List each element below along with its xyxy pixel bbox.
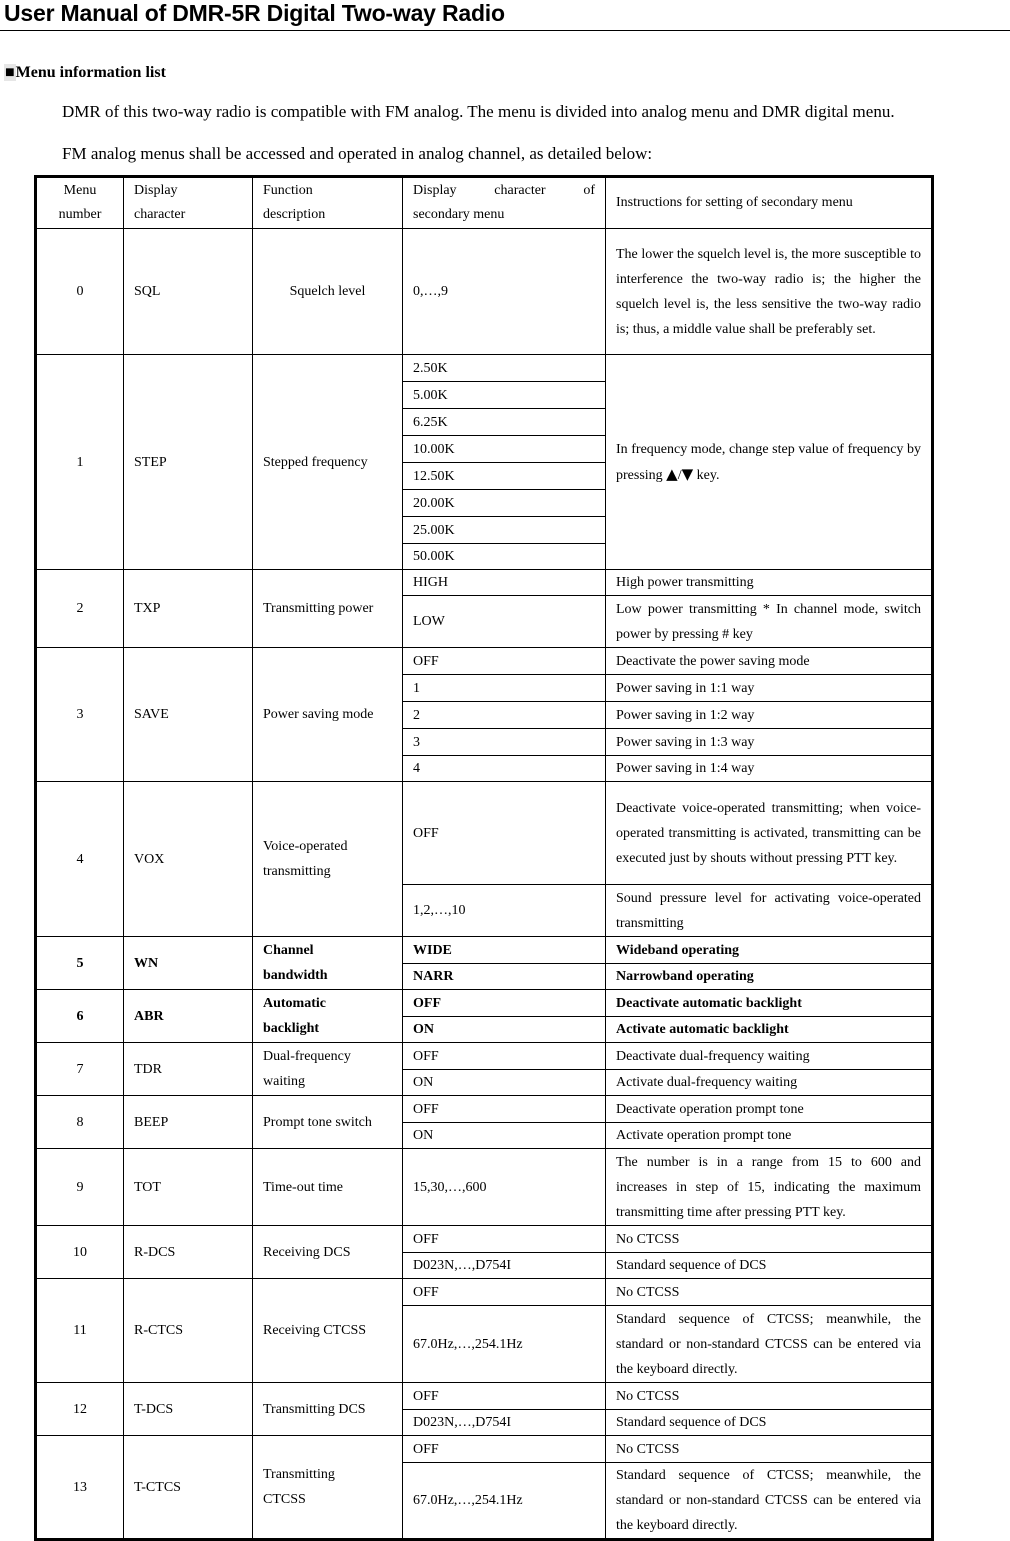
- function-description: Power saving mode: [253, 648, 403, 782]
- function-description: Channel bandwidth: [253, 937, 403, 990]
- table-row: [36, 229, 933, 355]
- instruction-text: Activate operation prompt tone: [606, 1123, 933, 1149]
- document-title: User Manual of DMR-5R Digital Two-way Radio: [4, 0, 505, 26]
- table-row: [36, 1096, 933, 1123]
- secondary-option: 10.00K: [403, 436, 606, 463]
- arrow-down-icon: ▼: [681, 464, 694, 483]
- display-character: WN: [124, 937, 253, 990]
- menu-number: 7: [36, 1043, 124, 1096]
- secondary-option: HIGH: [403, 570, 606, 596]
- instruction-text: Deactivate voice-operated transmitting; when voice-operated transmitting is activated, transmitting can be executed just by shouts without pressing PTT key.: [606, 782, 933, 885]
- function-description: Automatic backlight: [253, 990, 403, 1043]
- secondary-option: NARR: [403, 964, 606, 990]
- function-description: Transmitting power: [253, 570, 403, 648]
- menu-number: 8: [36, 1096, 124, 1149]
- header-menu-number: Menu number: [36, 177, 124, 229]
- title-divider: [0, 30, 1010, 31]
- instruction-text: No CTCSS: [606, 1383, 933, 1410]
- secondary-option: ON: [403, 1070, 606, 1096]
- secondary-option: OFF: [403, 990, 606, 1017]
- secondary-option: OFF: [403, 1043, 606, 1070]
- secondary-option: 5.00K: [403, 382, 606, 409]
- instruction-text: No CTCSS: [606, 1436, 933, 1463]
- menu-number: 4: [36, 782, 124, 937]
- table-row: [36, 990, 933, 1017]
- secondary-option: 20.00K: [403, 490, 606, 517]
- secondary-option: 3: [403, 729, 606, 756]
- secondary-option: OFF: [403, 782, 606, 885]
- secondary-option: WIDE: [403, 937, 606, 964]
- table-row: [36, 782, 933, 885]
- display-character: TOT: [124, 1149, 253, 1226]
- secondary-option: ON: [403, 1123, 606, 1149]
- header-display-character: Display character: [124, 177, 253, 229]
- display-character: R-DCS: [124, 1226, 253, 1279]
- secondary-option: 0,…,9: [403, 229, 606, 355]
- instruction-text: Deactivate operation prompt tone: [606, 1096, 933, 1123]
- menu-table: [34, 175, 934, 1541]
- instruction-text: High power transmitting: [606, 570, 933, 596]
- secondary-option: 25.00K: [403, 517, 606, 544]
- secondary-option: 6.25K: [403, 409, 606, 436]
- secondary-option: OFF: [403, 1226, 606, 1253]
- instruction-text: Power saving in 1:1 way: [606, 675, 933, 702]
- display-character: SQL: [124, 229, 253, 355]
- function-description: Stepped frequency: [253, 355, 403, 570]
- instruction-text: Power saving in 1:2 way: [606, 702, 933, 729]
- instruction-text: No CTCSS: [606, 1279, 933, 1306]
- function-description: Receiving CTCSS: [253, 1279, 403, 1383]
- menu-number: 3: [36, 648, 124, 782]
- secondary-option: 1: [403, 675, 606, 702]
- instruction-text: Standard sequence of DCS: [606, 1410, 933, 1436]
- function-description: Squelch level: [253, 229, 403, 355]
- table-row: [36, 648, 933, 675]
- instruction-text: Standard sequence of DCS: [606, 1253, 933, 1279]
- instruction-text: Standard sequence of CTCSS; meanwhile, the standard or non-standard CTCSS can be entered via the keyboard directly.: [606, 1463, 933, 1540]
- section-heading: [4, 61, 166, 85]
- secondary-option: OFF: [403, 1279, 606, 1306]
- header-function-description: Function description: [253, 177, 403, 229]
- intro-paragraph-1: DMR of this two-way radio is compatible with FM analog. The menu is divided into analog menu and DMR digital menu.: [62, 102, 895, 121]
- display-character: ABR: [124, 990, 253, 1043]
- instruction-text: Deactivate automatic backlight: [606, 990, 933, 1017]
- secondary-option: 67.0Hz,…,254.1Hz: [403, 1463, 606, 1540]
- instruction-text: Deactivate the power saving mode: [606, 648, 933, 675]
- section-heading-text: Menu information list: [15, 64, 166, 81]
- secondary-option: D023N,…,D754I: [403, 1410, 606, 1436]
- display-character: STEP: [124, 355, 253, 570]
- menu-number: 5: [36, 937, 124, 990]
- header-instructions: Instructions for setting of secondary menu: [606, 177, 933, 229]
- table-row: [36, 1279, 933, 1306]
- instruction-text: Sound pressure level for activating voice-operated transmitting: [606, 885, 933, 937]
- secondary-option: 50.00K: [403, 544, 606, 570]
- square-bullet-icon: ■: [5, 64, 15, 81]
- function-description: Transmitting CTCSS: [253, 1436, 403, 1540]
- table-row: [36, 1436, 933, 1463]
- function-description: Voice-operated transmitting: [253, 782, 403, 937]
- table-row: [36, 937, 933, 964]
- secondary-option: 12.50K: [403, 463, 606, 490]
- function-description: Prompt tone switch: [253, 1096, 403, 1149]
- instruction-text: Power saving in 1:3 way: [606, 729, 933, 756]
- menu-number: 2: [36, 570, 124, 648]
- table-row: [36, 1226, 933, 1253]
- secondary-option: 4: [403, 756, 606, 782]
- secondary-option: OFF: [403, 1096, 606, 1123]
- secondary-option: 67.0Hz,…,254.1Hz: [403, 1306, 606, 1383]
- instruction-text: The lower the squelch level is, the more susceptible to interference the two-way radio is; the higher the squelch level is, the less sensitive the two-way radio is; thus, a middle value shall be preferably set.: [606, 229, 933, 355]
- function-description: Time-out time: [253, 1149, 403, 1226]
- secondary-option: OFF: [403, 648, 606, 675]
- instruction-text: Wideband operating: [606, 937, 933, 964]
- arrow-up-icon: ▲: [666, 464, 678, 483]
- instruction-text: Activate dual-frequency waiting: [606, 1070, 933, 1096]
- table-row: [36, 570, 933, 596]
- function-description: Transmitting DCS: [253, 1383, 403, 1436]
- secondary-option: LOW: [403, 596, 606, 648]
- display-character: TXP: [124, 570, 253, 648]
- menu-number: 11: [36, 1279, 124, 1383]
- instruction-text: No CTCSS: [606, 1226, 933, 1253]
- secondary-option: OFF: [403, 1436, 606, 1463]
- instruction-text: In frequency mode, change step value of frequency by pressing ▲/▼ key.: [606, 355, 933, 570]
- header-secondary-display: Display character of secondary menu: [403, 177, 606, 229]
- instruction-text: The number is in a range from 15 to 600 and increases in step of 15, indicating the maximum transmitting time after pressing PTT key.: [606, 1149, 933, 1226]
- function-description: Dual-frequency waiting: [253, 1043, 403, 1096]
- instruction-text: Narrowband operating: [606, 964, 933, 990]
- table-row: [36, 1149, 933, 1226]
- display-character: T-DCS: [124, 1383, 253, 1436]
- instruction-text: Activate automatic backlight: [606, 1017, 933, 1043]
- menu-number: 1: [36, 355, 124, 570]
- table-row: [36, 1383, 933, 1410]
- menu-number: 13: [36, 1436, 124, 1540]
- display-character: R-CTCS: [124, 1279, 253, 1383]
- display-character: SAVE: [124, 648, 253, 782]
- menu-number: 9: [36, 1149, 124, 1226]
- secondary-option: 2.50K: [403, 355, 606, 382]
- display-character: BEEP: [124, 1096, 253, 1149]
- menu-number: 6: [36, 990, 124, 1043]
- display-character: VOX: [124, 782, 253, 937]
- instruction-text: Power saving in 1:4 way: [606, 756, 933, 782]
- table-row: [36, 355, 933, 382]
- display-character: T-CTCS: [124, 1436, 253, 1540]
- menu-number: 12: [36, 1383, 124, 1436]
- instruction-text: Low power transmitting * In channel mode, switch power by pressing # key: [606, 596, 933, 648]
- menu-number: 0: [36, 229, 124, 355]
- function-description: Receiving DCS: [253, 1226, 403, 1279]
- instruction-text: Deactivate dual-frequency waiting: [606, 1043, 933, 1070]
- secondary-option: D023N,…,D754I: [403, 1253, 606, 1279]
- secondary-option: ON: [403, 1017, 606, 1043]
- menu-number: 10: [36, 1226, 124, 1279]
- secondary-option: 2: [403, 702, 606, 729]
- table-row: [36, 1043, 933, 1070]
- table-header-row: [36, 177, 933, 229]
- secondary-option: OFF: [403, 1383, 606, 1410]
- secondary-option: 1,2,…,10: [403, 885, 606, 937]
- display-character: TDR: [124, 1043, 253, 1096]
- intro-paragraph-2: FM analog menus shall be accessed and operated in analog channel, as detailed below:: [62, 144, 653, 163]
- instruction-text: Standard sequence of CTCSS; meanwhile, the standard or non-standard CTCSS can be entered via the keyboard directly.: [606, 1306, 933, 1383]
- secondary-option: 15,30,…,600: [403, 1149, 606, 1226]
